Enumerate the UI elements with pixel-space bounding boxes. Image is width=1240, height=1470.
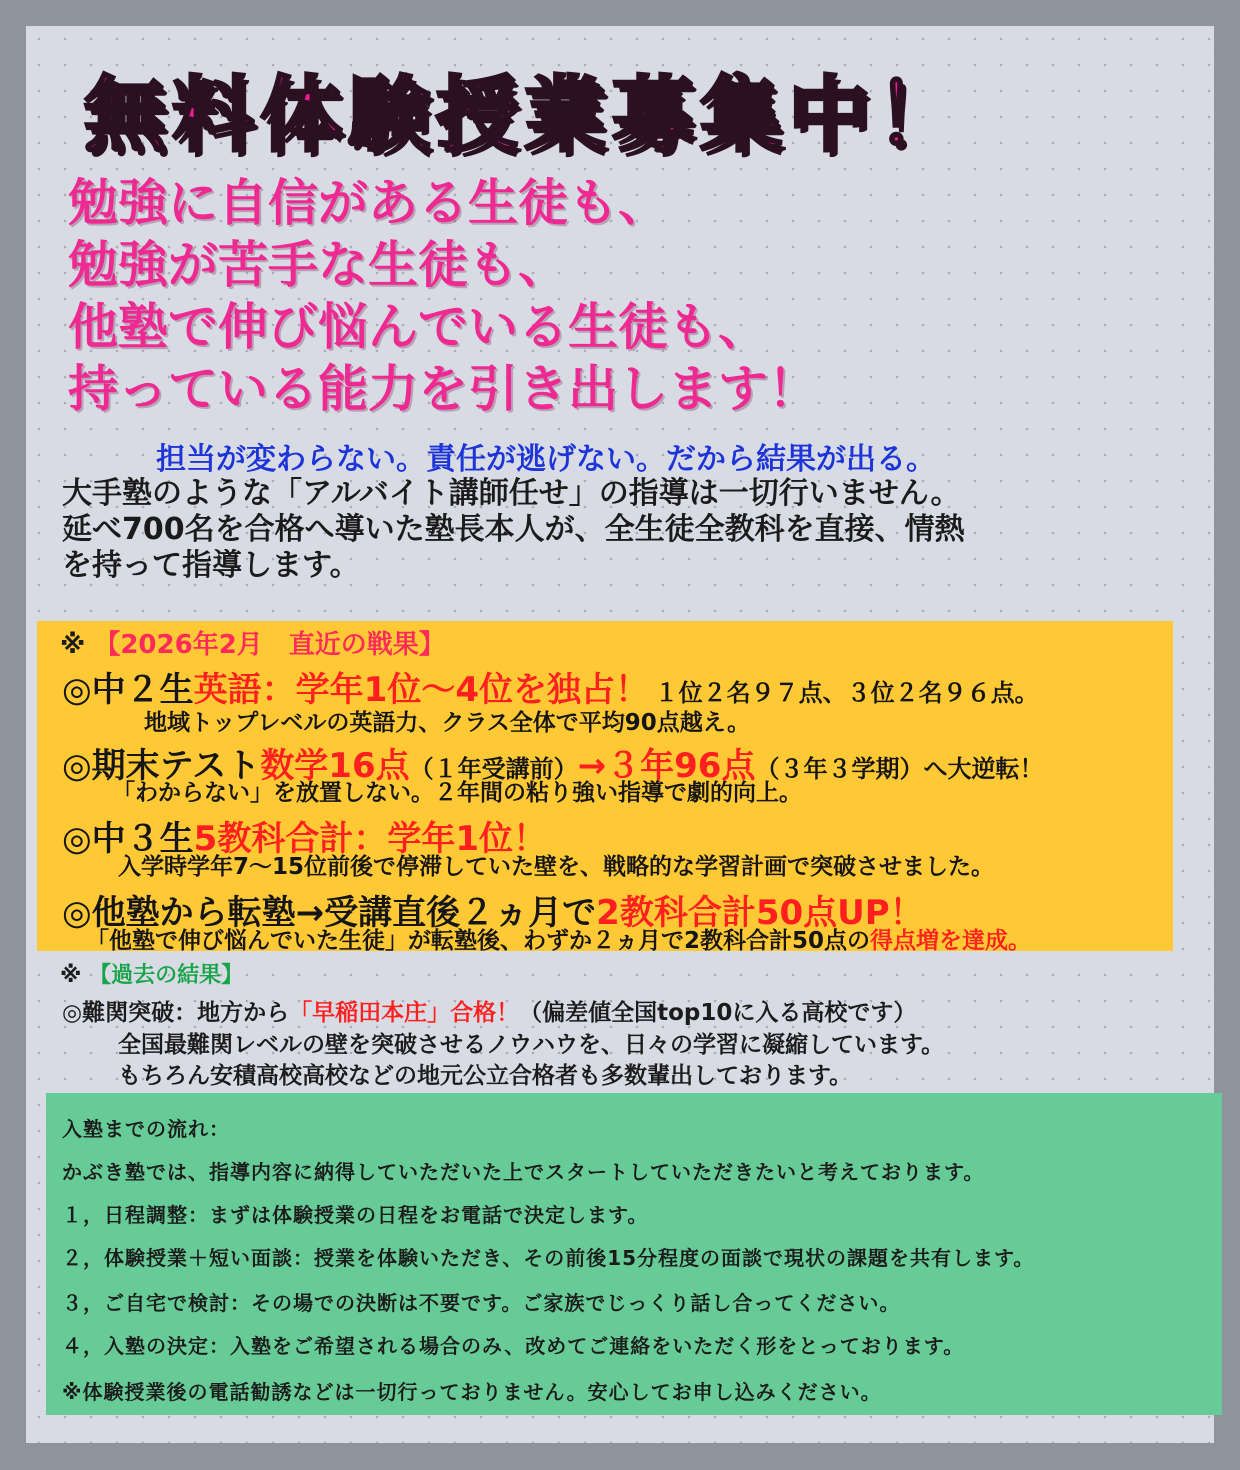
achievement-label: ◎中３生 <box>62 819 194 859</box>
achievement-label: ◎中２生 <box>62 670 194 710</box>
achievement-detail-text: 「他塾で伸び悩んでいた生徒」が転塾後、わずか２ヵ月で2教科合計50点の <box>86 928 871 954</box>
flow-note: ※体験授業後の電話勧誘などは一切行っておりません。安心してお申し込みください。 <box>62 1380 882 1404</box>
recent-results-title: 【2026年2月 直近の戦果】 <box>94 630 445 660</box>
past-result-note: （偏差値全国top10に入る高校です） <box>519 1000 917 1026</box>
past-result-highlight: 「早稲田本庄」合格！ <box>289 1000 520 1026</box>
past-result-line: 全国最難関レベルの壁を突破させるノウハウを、日々の学習に凝縮しています。 <box>118 1032 945 1058</box>
page-title: 無料体験授業募集中！ <box>84 68 965 163</box>
flow-step: ４，入塾の決定：入塾をご希望される場合のみ、改めてご連絡をいただく形をとっております。 <box>62 1334 965 1358</box>
achievement-highlight: 数学16点 <box>260 746 410 786</box>
recent-results-heading <box>60 624 445 661</box>
flow-heading: 入塾までの流れ： <box>62 1117 230 1141</box>
achievement-note: １位２名９７点、３位２名９６点。 <box>654 679 1039 707</box>
intro-line: 大手塾のような「アルバイト講師任せ」の指導は一切行いません。 <box>62 476 961 511</box>
achievement-note: （１年受講前） <box>409 755 578 783</box>
past-result-label: ◎難関突破：地方から <box>62 1000 290 1026</box>
lead-line: 他塾で伸び悩んでいる生徒も、 <box>68 298 768 356</box>
achievement-highlight: 5教科合計：学年1位！ <box>193 819 547 859</box>
achievement-note: へ大逆転！ <box>923 755 1044 783</box>
lead-line: 持っている能力を引き出します！ <box>68 360 818 418</box>
achievement-label: ◎期末テスト <box>62 746 261 786</box>
flow-line: かぶき塾では、指導内容に納得していただいた上でスタートしていただきたいと考えております。 <box>62 1160 985 1184</box>
past-results-heading <box>60 958 243 989</box>
past-result-line <box>62 994 916 1027</box>
intro-line: を持って指導します。 <box>62 548 360 583</box>
achievement-highlight: 96点 <box>674 746 756 786</box>
achievement-detail-highlight: 得点増を達成。 <box>870 928 1032 954</box>
flow-step: ２，体験授業＋短い面談：授業を体験いただき、その前後15分程度の面談で現状の課題を共有します。 <box>62 1246 1035 1270</box>
achievement-label: ◎他塾から転塾→受講直後２ヵ月で <box>62 893 597 933</box>
intro-paragraph <box>62 476 1212 584</box>
flow-step: １，日程調整：まずは体験授業の日程をお電話で決定します。 <box>62 1203 649 1227</box>
achievement-highlight: 英語：学年1位～4位を独占！ <box>193 670 649 710</box>
past-result-line: もちろん安積高校高校などの地元公立合格者も多数輩出しております。 <box>118 1063 853 1089</box>
achievement-arrow: →３年 <box>577 746 675 786</box>
note-mark: ※ <box>60 963 82 988</box>
note-mark: ※ <box>60 630 86 660</box>
flow-step: ３，ご自宅で検討：その場での決断は不要です。ご家族でじっくり話し合ってください。 <box>62 1291 901 1315</box>
achievement-detail: 入学時学年7～15位前後で停滞していた壁を、戦略的な学習計画で突破させました。 <box>118 854 995 880</box>
tagline: 担当が変わらない。責任が逃げない。だから結果が出る。 <box>156 442 936 477</box>
achievement-detail: 地域トップレベルの英語力、クラス全体で平均90点越え。 <box>144 710 751 736</box>
achievement-note: （３年３学期） <box>755 755 924 783</box>
lead-line: 勉強が苦手な生徒も、 <box>68 236 568 294</box>
past-results-title: 【過去の結果】 <box>89 963 244 988</box>
achievement-detail: 「わからない」を放置しない。２年間の粘り強い指導で劇的向上。 <box>112 780 802 806</box>
intro-line: 延べ700名を合格へ導いた塾長本人が、全生徒全教科を直接、情熱 <box>62 512 965 547</box>
achievement-detail <box>86 922 1031 955</box>
achievement-highlight: 2教科合計50点UP！ <box>596 893 924 933</box>
lead-message <box>68 172 1198 420</box>
lead-line: 勉強に自信がある生徒も、 <box>68 174 668 232</box>
